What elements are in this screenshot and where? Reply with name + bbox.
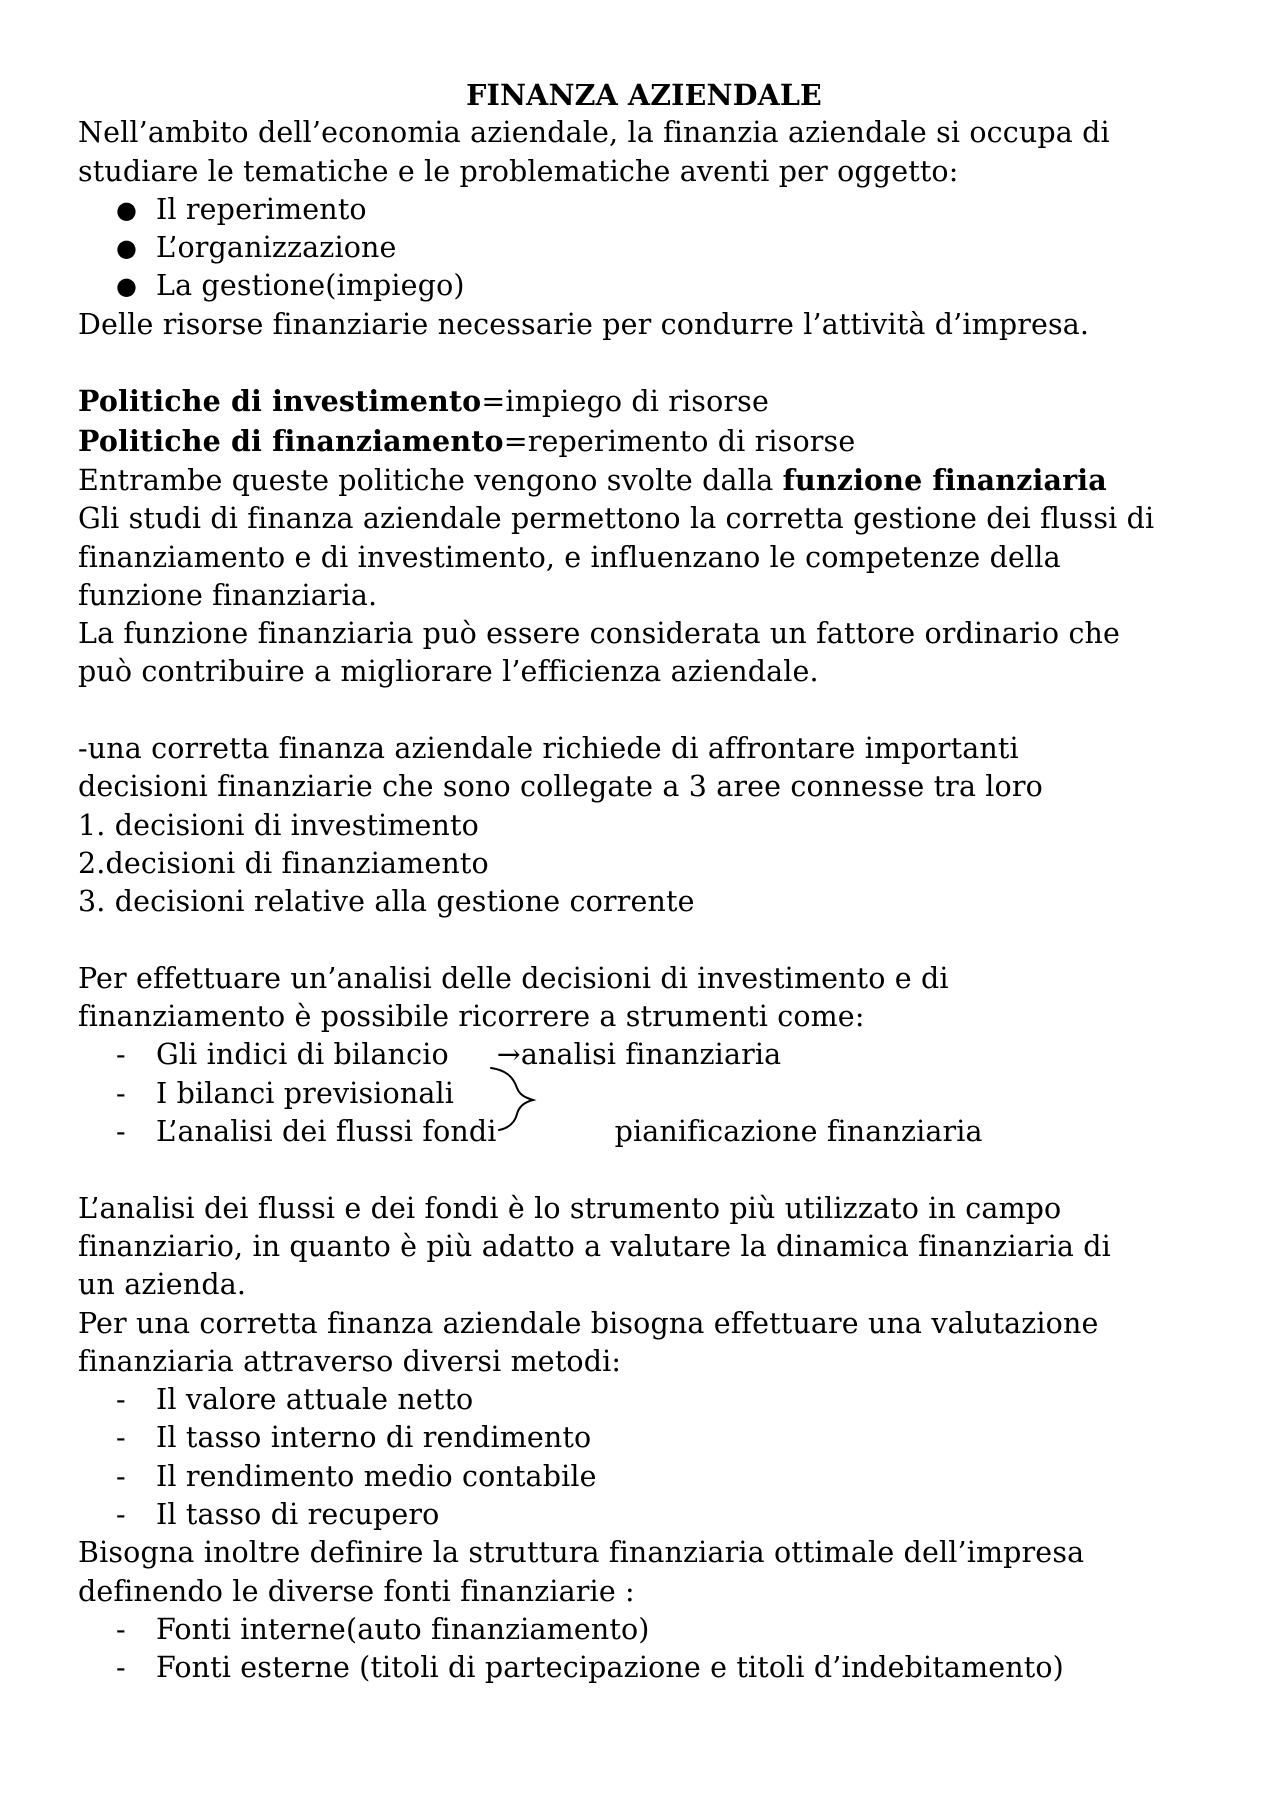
list-item: - I bilanci previsionali (78, 1075, 1220, 1113)
list-item: - Il rendimento medio contabile (78, 1458, 1220, 1496)
dash-icon: - (116, 1651, 126, 1685)
list-item: - Il valore attuale netto (78, 1381, 1220, 1419)
fonti-list (78, 1611, 1220, 1688)
decisioni-line: decisioni finanziarie che sono collegate a 3 aree connesse tra loro (78, 770, 1043, 804)
dash-icon: - (116, 1383, 126, 1417)
dash-icon: - (116, 1497, 126, 1531)
studi-line: finanziamento e di investimento, e influenzano le competenze della (78, 540, 1061, 574)
strumenti-list (78, 1036, 1220, 1151)
list-item: - L’analisi dei flussi fondi pianificazione finanziaria (78, 1113, 1220, 1151)
brace-icon (487, 1062, 537, 1132)
intro-closing: Delle risorse finanziarie necessarie per condurre l’attività d’impresa. (78, 307, 1090, 341)
analisi-line: un azienda. (78, 1268, 247, 1302)
pianificazione-annotation: pianificazione finanziaria (614, 1115, 983, 1149)
metodi-list (78, 1381, 1220, 1534)
list-item: - Il tasso di recupero (78, 1496, 1220, 1534)
page-title: FINANZA AZIENDALE (466, 78, 822, 112)
dash-icon: - (116, 1115, 126, 1149)
analisi-line: L’analisi dei flussi e dei fondi è lo strumento più utilizzato in campo (78, 1191, 1062, 1225)
list-item: ● La gestione(impiego) (78, 267, 1220, 305)
politiche-finanziamento: Politiche di finanziamento=reperimento di risorse (78, 423, 856, 458)
intro-line: Nell’ambito dell’economia aziendale, la finanzia aziendale si occupa di (78, 116, 1110, 150)
arrow-annotation: →analisi finanziaria (496, 1038, 782, 1072)
valutazione-line: Per una corretta finanza aziendale bisogna effettuare una valutazione (78, 1306, 1099, 1340)
list-item: - Il tasso interno di rendimento (78, 1419, 1220, 1457)
funzione-line: La funzione finanziaria può essere considerata un fattore ordinario che (78, 617, 1121, 651)
struttura-line: Bisogna inoltre definire la struttura finanziaria ottimale dell’impresa (78, 1536, 1085, 1570)
valutazione-line: finanziaria attraverso diversi metodi: (78, 1344, 622, 1378)
entrambe-line: Entrambe queste politiche vengono svolte dalla funzione finanziaria (78, 462, 1107, 497)
analisi-line: finanziario, in quanto è più adatto a valutare la dinamica finanziaria di (78, 1229, 1111, 1263)
dash-icon: - (116, 1612, 126, 1646)
studi-line: Gli studi di finanza aziendale permettono la corretta gestione dei flussi di (78, 502, 1155, 536)
list-item: - Fonti esterne (titoli di partecipazione e titoli d’indebitamento) (78, 1649, 1220, 1687)
bullet-icon: ● (116, 234, 138, 263)
list-item: - Gli indici di bilancio →analisi finanziaria (78, 1036, 1220, 1074)
list-item: ● Il reperimento (78, 191, 1220, 229)
intro-line: studiare le tematiche e le problematiche aventi per oggetto: (78, 154, 959, 188)
bullet-icon: ● (116, 195, 138, 224)
dash-icon: - (116, 1038, 126, 1072)
decisioni-line: -una corretta finanza aziendale richiede di affrontare importanti (78, 732, 1019, 766)
bullet-icon: ● (116, 272, 138, 301)
studi-line: funzione finanziaria. (78, 578, 378, 612)
dash-icon: - (116, 1421, 126, 1455)
decisioni-item: 3. decisioni relative alla gestione corrente (78, 885, 695, 919)
politiche-investimento: Politiche di investimento=impiego di risorse (78, 384, 769, 419)
strumenti-line: Per effettuare un’analisi delle decisioni di investimento e di (78, 961, 949, 995)
dash-icon: - (116, 1459, 126, 1493)
decisioni-item: 2.decisioni di finanziamento (78, 846, 489, 880)
dash-icon: - (116, 1076, 126, 1110)
decisioni-item: 1. decisioni di investimento (78, 808, 479, 842)
list-item: - Fonti interne(auto finanziamento) (78, 1611, 1220, 1649)
struttura-line: definendo le diverse fonti finanziarie : (78, 1574, 635, 1608)
funzione-line: può contribuire a migliorare l’efficienza aziendale. (78, 655, 819, 689)
list-item: ● L’organizzazione (78, 229, 1220, 267)
strumenti-line: finanziamento è possibile ricorrere a strumenti come: (78, 1000, 865, 1034)
intro-bullet-list (78, 191, 1220, 306)
